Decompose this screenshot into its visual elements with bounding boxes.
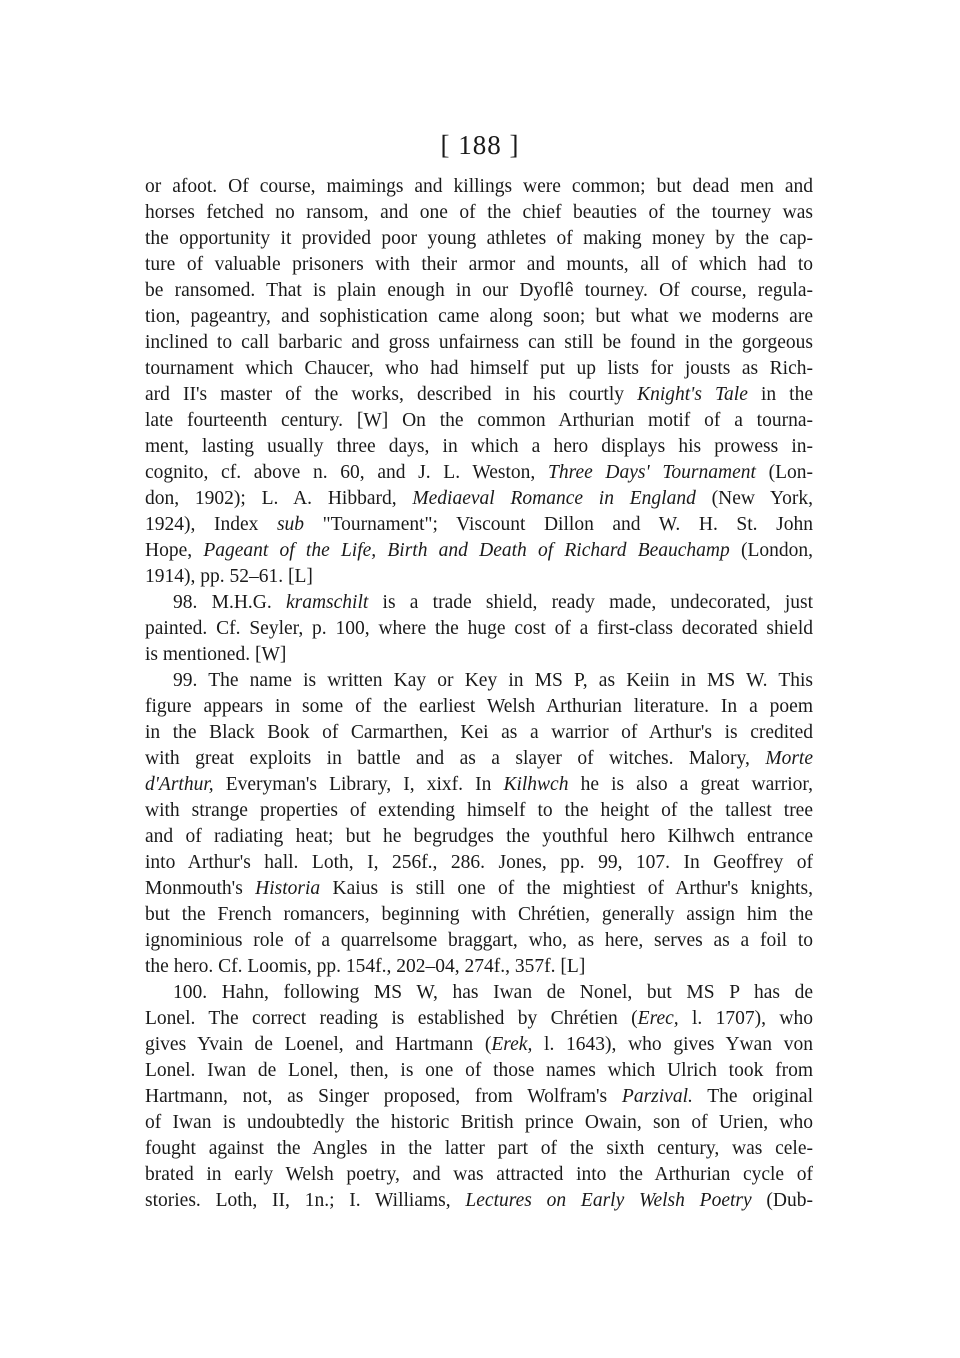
text-segment: 1914), pp. 52–61. [L]: [145, 566, 313, 587]
text-segment: stories. Loth, II, 1n.; I. Williams,: [145, 1190, 466, 1211]
text-segment: be ransomed. That is plain enough in our Dyoflê tourney. Of course, regula-: [145, 280, 813, 301]
text-line: [145, 720, 813, 746]
text-segment: ignominious role of a quarrelsome braggart, who, as here, serves as a foil to: [145, 930, 813, 951]
text-line: [145, 954, 813, 980]
text-line: [145, 1110, 813, 1136]
text-segment: the hero. Cf. Loomis, pp. 154f., 202–04, 274f., 357f. [L]: [145, 956, 586, 977]
text-segment: Hope,: [145, 540, 204, 561]
text-line: [145, 564, 813, 590]
text-segment: late fourteenth century. [W] On the common Arthurian motif of a tourna-: [145, 410, 813, 431]
text-segment: or afoot. Of course, maimings and killings were common; but dead men and: [145, 176, 813, 197]
text-line: [145, 824, 813, 850]
text-line: [145, 512, 813, 538]
text-line: [145, 252, 813, 278]
italic-text: Historia: [255, 878, 321, 899]
text-segment: the opportunity it provided poor young athletes of making money by the cap-: [145, 228, 813, 249]
italic-text: sub: [276, 514, 305, 535]
text-segment: tournament which Chaucer, who had himself put up lists for jousts as Rich-: [145, 358, 813, 379]
text-line: [145, 304, 813, 330]
text-segment: tion, pageantry, and sophistication came along soon; but what we moderns are: [145, 306, 813, 327]
text-line: [145, 1058, 813, 1084]
text-segment: but the French romancers, beginning with Chrétien, generally assign him the: [145, 904, 813, 925]
text-line: [145, 1006, 813, 1032]
text-line: [145, 980, 813, 1006]
text-line: [145, 642, 813, 668]
text-line: [145, 538, 813, 564]
text-segment: horses fetched no ransom, and one of the chief beauties of the tourney was: [145, 202, 813, 223]
text-line: [145, 616, 813, 642]
text-line: [145, 278, 813, 304]
text-line: [145, 902, 813, 928]
text-line: [145, 772, 813, 798]
page-number: [ 188 ]: [440, 130, 520, 160]
text-segment: figure appears in some of the earliest Welsh Arthurian literature. In a poem: [145, 696, 813, 717]
text-segment: 98. M.H.G.: [173, 592, 286, 613]
text-segment: 1924), Index: [145, 514, 277, 535]
text-segment: in the Black Book of Carmarthen, Kei as a warrior of Arthur's is credited: [145, 722, 813, 743]
text-segment: Hartmann, not, as Singer proposed, from Wolfram's: [145, 1086, 622, 1107]
text-segment: in the: [747, 384, 813, 405]
text-segment: with great exploits in battle and as a slayer of witches. Malory,: [145, 748, 766, 769]
text-segment: of Iwan is undoubtedly the historic British prince Owain, son of Urien, who: [145, 1112, 813, 1133]
text-segment: Lonel. The correct reading is established by Chrétien (: [145, 1008, 638, 1029]
text-segment: Monmouth's: [145, 878, 256, 899]
italic-text: Mediaeval Romance in England: [412, 488, 696, 509]
text-line: [145, 382, 813, 408]
text-segment: cognito, cf. above n. 60, and J. L. Weston,: [145, 462, 548, 483]
text-line: [145, 1032, 813, 1058]
text-line: [145, 746, 813, 772]
text-segment: don, 1902); L. A. Hibbard,: [145, 488, 413, 509]
text-line: [145, 486, 813, 512]
text-segment: is a trade shield, ready made, undecorated, just: [368, 592, 813, 613]
text-line: [145, 1162, 813, 1188]
text-segment: is mentioned. [W]: [145, 644, 287, 665]
text-line: [145, 876, 813, 902]
italic-text: Morte: [765, 748, 813, 769]
text-line: [145, 1136, 813, 1162]
text-line: [145, 200, 813, 226]
text-segment: (Lon-: [755, 462, 813, 483]
text-line: [145, 356, 813, 382]
text-segment: ture of valuable prisoners with their armor and mounts, all of which had to: [145, 254, 813, 275]
italic-text: Erek,: [491, 1034, 533, 1055]
text-segment: l. 1643), who gives Ywan von: [532, 1034, 813, 1055]
italic-text: kramschilt: [285, 592, 369, 613]
notes-text: [145, 174, 813, 1214]
italic-text: Lectures on Early Welsh Poetry: [465, 1190, 752, 1211]
text-line: [145, 460, 813, 486]
text-segment: brated in early Welsh poetry, and was attracted into the Arthurian cycle of: [145, 1164, 813, 1185]
text-segment: painted. Cf. Seyler, p. 100, where the huge cost of a first-class decorated shield: [145, 618, 813, 639]
text-segment: (New York,: [695, 488, 813, 509]
text-line: [145, 928, 813, 954]
text-line: [145, 174, 813, 200]
text-segment: 100. Hahn, following MS W, has Iwan de Nonel, but MS P has de: [173, 982, 813, 1003]
italic-text: Pageant of the Life, Birth and Death of Richard Beauchamp: [203, 540, 730, 561]
text-line: [145, 1188, 813, 1214]
text-segment: and of radiating heat; but he begrudges the youthful hero Kilhwch entrance: [145, 826, 813, 847]
text-segment: he is also a great warrior,: [568, 774, 813, 795]
text-segment: "Tournament"; Viscount Dillon and W. H. St. John: [304, 514, 813, 535]
text-line: [145, 850, 813, 876]
italic-text: Knight's Tale: [637, 384, 748, 405]
text-segment: 99. The name is written Kay or Key in MS P, as Keiin in MS W. This: [173, 670, 813, 691]
text-segment: The original: [692, 1086, 813, 1107]
text-line: [145, 590, 813, 616]
text-line: [145, 408, 813, 434]
text-line: [145, 694, 813, 720]
text-line: [145, 668, 813, 694]
italic-text: d'Arthur,: [145, 774, 214, 795]
italic-text: Parzival.: [621, 1086, 693, 1107]
text-segment: into Arthur's hall. Loth, I, 256f., 286. Jones, pp. 99, 107. In Geoffrey of: [145, 852, 813, 873]
text-line: [145, 330, 813, 356]
italic-text: Kilhwch: [503, 774, 569, 795]
italic-text: Erec,: [637, 1008, 679, 1029]
text-line: [145, 1084, 813, 1110]
text-segment: Lonel. Iwan de Lonel, then, is one of those names which Ulrich took from: [145, 1060, 813, 1081]
text-segment: gives Yvain de Loenel, and Hartmann (: [145, 1034, 492, 1055]
text-segment: with strange properties of extending himself to the height of the tallest tree: [145, 800, 813, 821]
text-line: [145, 434, 813, 460]
text-segment: (Dub-: [751, 1190, 813, 1211]
text-segment: fought against the Angles in the latter part of the sixth century, was cele-: [145, 1138, 813, 1159]
text-segment: inclined to call barbaric and gross unfairness can still be found in the gorgeous: [145, 332, 813, 353]
text-segment: (London,: [729, 540, 813, 561]
text-segment: l. 1707), who: [678, 1008, 813, 1029]
text-segment: ard II's master of the works, described in his courtly: [145, 384, 638, 405]
text-segment: Everyman's Library, I, xixf. In: [213, 774, 504, 795]
text-line: [145, 226, 813, 252]
text-segment: ment, lasting usually three days, in which a hero displays his prowess in-: [145, 436, 813, 457]
text-segment: Kaius is still one of the mightiest of Arthur's knights,: [320, 878, 813, 899]
italic-text: Three Days' Tournament: [547, 462, 756, 483]
text-line: [145, 798, 813, 824]
